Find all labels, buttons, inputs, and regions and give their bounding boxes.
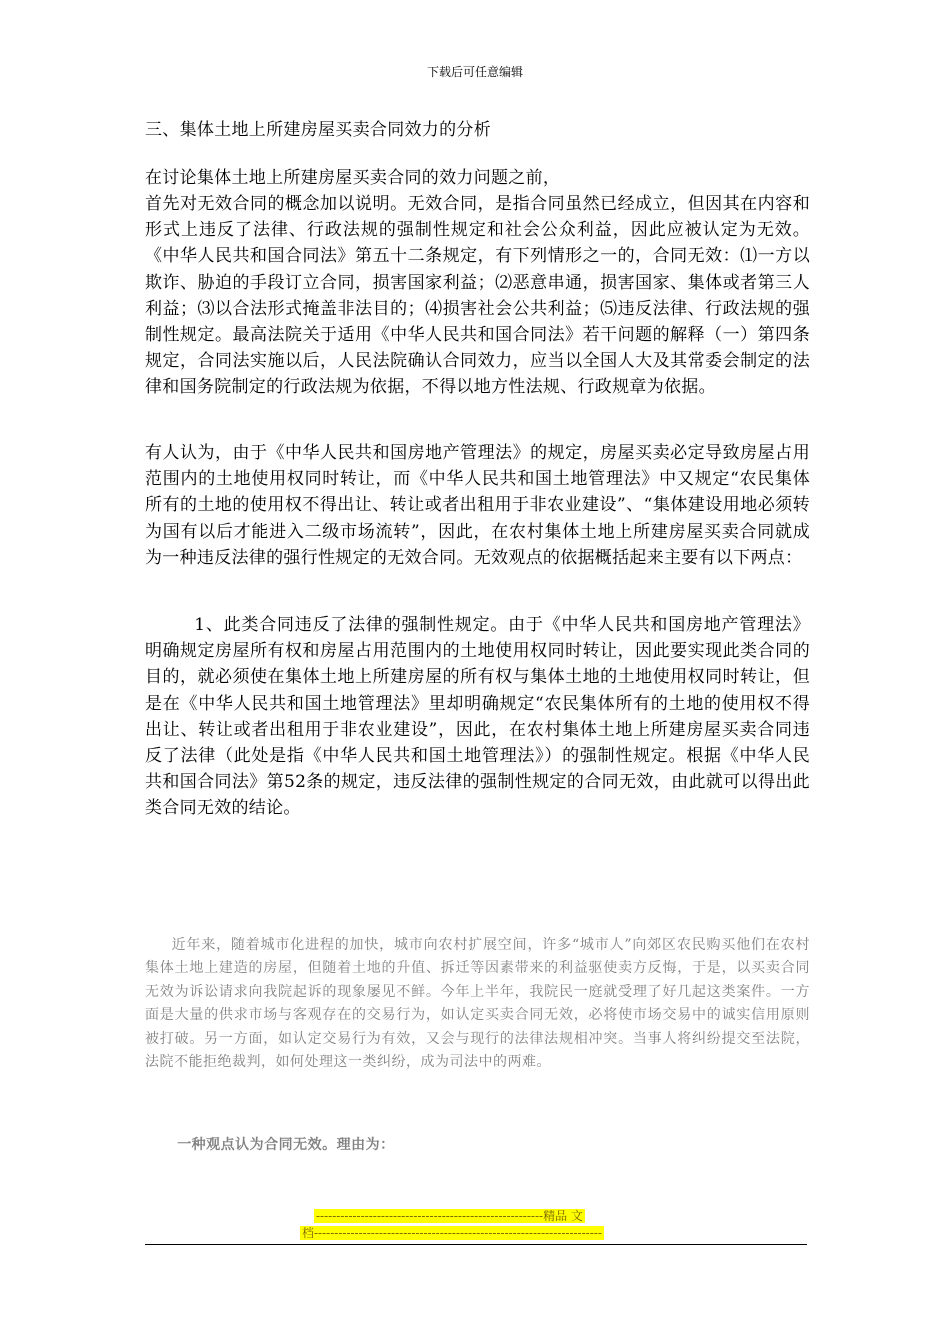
footer-line-2-text: 档----------------------------------------------------------------------- [302,1226,602,1240]
footer-line-1 [300,1208,650,1225]
footer-line-1-text: --------------------------------------------------------精品 文 [316,1209,583,1223]
paragraph-point-one: 1、此类合同违反了法律的强制性规定。由于《中华人民共和国房地产管理法》明确规定房屋所有权和房屋占用范围内的土地使用权同时转让，因此要实现此类合同的目的，就必须使在集体土地上所建房屋的所有权与集体土地的土地使用权同时转让，但是在《中华人民共和国土地管理法》里却明确规定“农民集体所有的土地的使用权不得出让、转让或者出租用于非农业建设”，因此，在农村集体土地上所建房屋买卖合同违反了法律（此处是指《中华人民共和国土地管理法》）的强制性规定。根据《中华人民共和国合同法》第52条的规定，违反法律的强制性规定的合同无效，由此就可以得出此类合同无效的结论。 [145,615,810,819]
footer-watermark [300,1208,650,1242]
paragraph-invalidity-view: 有人认为，由于《中华人民共和国房地产管理法》的规定，房屋买卖必定导致房屋占用范围内的土地使用权同时转让，而《中华人民共和国土地管理法》中又规定“农民集体所有的土地的使用权不得出让、转让或者出租用于非农业建设”、“集体建设用地必须转为国有以后才能进入二级市场流转”，因此，在农村集体土地上所建房屋买卖合同就成为一种违反法律的强行性规定的无效合同。无效观点的依据概括起来主要有以下两点： [145,443,810,568]
paragraph-invalid-contract-definition: 首先对无效合同的概念加以说明。无效合同，是指合同虽然已经成立，但因其在内容和形式上违反了法律、行政法规的强制性规定和社会公众利益，因此应被认定为无效。《中华人民共和国合同法》第五十二条规定，有下列情形之一的，合同无效：⑴一方以欺诈、胁迫的手段订立合同，损害国家利益；⑵恶意串通，损害国家、集体或者第三人利益；⑶以合法形式掩盖非法目的；⑷损害社会公共利益；⑸违反法律、行政法规的强制性规定。最高法院关于适用《中华人民共和国合同法》若干问题的解释（一）第四条规定，合同法实施以后，人民法院确认合同效力，应当以全国人大及其常委会制定的法律和国务院制定的行政法规为依据，不得以地方性法规、行政规章为依据。 [145,194,810,398]
paragraph-lead: 在讨论集体土地上所建房屋买卖合同的效力问题之前， [145,168,561,188]
header-note: 下载后可任意编辑 [426,65,523,79]
footer-line-2 [300,1225,650,1242]
footer-divider [145,1244,807,1245]
paragraph-background-gray: 近年来，随着城市化进程的加快，城市向农村扩展空间，许多“城市人”向郊区农民购买他们在农村集体土地上建造的房屋，但随着土地的升值、拆迁等因素带来的利益驱使卖方反悔，于是，以买卖合同无效为诉讼请求向我院起诉的现象屡见不鲜。今年上半年，我院民一庭就受理了好几起这类案件。一方面是大量的供求市场与客观存在的交易行为，如认定买卖合同无效，必将使市场交易中的诚实信用原则被打破。另一方面，如认定交易行为有效，又会与现行的法律法规相冲突。当事人将纠纷提交至法院，法院不能拒绝裁判，如何处理这一类纠纷，成为司法中的两难。 [145,937,810,1071]
section-title: 三、集体土地上所建房屋买卖合同效力的分析 [145,120,491,140]
paragraph-view-heading-gray: 一种观点认为合同无效。理由为： [177,1137,395,1153]
